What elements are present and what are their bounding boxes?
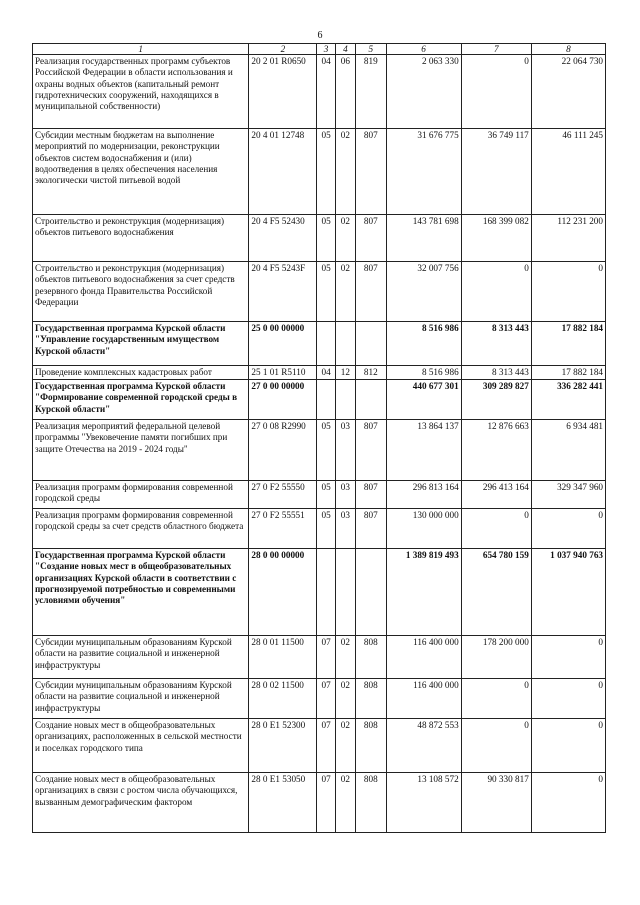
row-code-cell: 20 4 F5 52430 [249,215,317,262]
row-subsection-cell: 02 [335,636,355,679]
row-name-cell: Субсидии местным бюджетам на выполнение мероприятий по модернизации, реконструкции объектов систем водоснабжения и (или) водоотведения в целях обеспечения населения экологически чистой питьевой водой [33,129,249,215]
row-type-cell: 808 [356,719,386,773]
row-name-cell: Государственная программа Курской области "Управление государственным имуществом Курской области" [33,322,249,366]
row-value-col8: 6 934 481 [531,420,605,481]
row-section-cell: 04 [317,366,335,380]
row-value-col6: 440 677 301 [386,380,461,420]
row-value-col6: 31 676 775 [386,129,461,215]
row-code-cell: 28 0 00 00000 [249,549,317,636]
row-value-col7: 309 289 827 [461,380,531,420]
row-name-cell: Государственная программа Курской области "Формирование современной городской среды в Курской области" [33,380,249,420]
row-section-cell [317,322,335,366]
row-subsection-cell: 02 [335,129,355,215]
row-value-col6: 13 864 137 [386,420,461,481]
row-value-col8: 17 882 184 [531,322,605,366]
row-subsection-cell [335,380,355,420]
row-value-col6: 143 781 698 [386,215,461,262]
row-value-col8: 0 [531,636,605,679]
row-section-cell: 05 [317,420,335,481]
row-name-cell: Строительство и реконструкция (модернизация) объектов питьевого водоснабжения за счет средств резервного фонда Правительства Российской Федерации [33,262,249,322]
header-cell: 1 [33,44,249,55]
row-value-col6: 32 007 756 [386,262,461,322]
row-subsection-cell: 03 [335,509,355,549]
page-number: 6 [317,30,323,41]
row-value-col7: 0 [461,262,531,322]
row-type-cell: 807 [356,509,386,549]
row-value-col7: 36 749 117 [461,129,531,215]
row-value-col8: 336 282 441 [531,380,605,420]
row-section-cell: 04 [317,55,335,129]
table-row [33,129,606,215]
row-value-col8: 0 [531,679,605,719]
row-value-col8: 46 111 245 [531,129,605,215]
row-value-col8: 0 [531,262,605,322]
row-type-cell: 807 [356,481,386,509]
row-code-cell: 28 0 01 11500 [249,636,317,679]
row-type-cell: 807 [356,262,386,322]
row-value-col6: 1 389 819 493 [386,549,461,636]
row-name-cell: Государственная программа Курской области "Создание новых мест в общеобразовательных организациях Курской области в соответствии с прогнозируемой потребностью и современными условиями обучения" [33,549,249,636]
row-name-cell: Создание новых мест в общеобразовательных организациях, расположенных в сельской местности и поселках городского типа [33,719,249,773]
table-row [33,549,606,636]
row-code-cell: 20 4 01 12748 [249,129,317,215]
row-value-col7: 168 399 082 [461,215,531,262]
row-subsection-cell: 02 [335,719,355,773]
row-value-col8: 22 064 730 [531,55,605,129]
row-section-cell: 05 [317,481,335,509]
row-section-cell: 07 [317,679,335,719]
row-value-col8: 0 [531,509,605,549]
table-header-row [33,44,606,55]
row-type-cell: 808 [356,773,386,833]
row-name-cell: Строительство и реконструкция (модернизация) объектов питьевого водоснабжения [33,215,249,262]
row-value-col6: 48 872 553 [386,719,461,773]
table-row [33,215,606,262]
row-section-cell: 05 [317,262,335,322]
row-name-cell: Субсидии муниципальным образованиям Курской области на развитие социальной и инженерной инфраструктуры [33,679,249,719]
header-cell: 7 [461,44,531,55]
row-type-cell: 807 [356,129,386,215]
row-section-cell [317,549,335,636]
row-value-col8: 112 231 200 [531,215,605,262]
row-code-cell: 27 0 F2 55550 [249,481,317,509]
row-value-col6: 8 516 986 [386,322,461,366]
row-value-col7: 296 413 164 [461,481,531,509]
row-subsection-cell: 06 [335,55,355,129]
row-name-cell: Создание новых мест в общеобразовательных организациях в связи с ростом числа обучающихся, вызванным демографическим фактором [33,773,249,833]
row-value-col7: 12 876 663 [461,420,531,481]
table-row [33,481,606,509]
row-code-cell: 27 0 00 00000 [249,380,317,420]
row-name-cell: Реализация мероприятий федеральной целевой программы "Увековечение памяти погибших при защите Отечества на 2019 - 2024 годы" [33,420,249,481]
row-value-col8: 0 [531,719,605,773]
row-section-cell: 07 [317,719,335,773]
table-row [33,420,606,481]
header-cell: 6 [386,44,461,55]
row-name-cell: Реализация программ формирования современной городской среды за счет средств областного бюджета [33,509,249,549]
row-value-col7: 90 330 817 [461,773,531,833]
row-subsection-cell: 02 [335,262,355,322]
row-value-col7: 0 [461,679,531,719]
table-row [33,773,606,833]
row-value-col7: 654 780 159 [461,549,531,636]
table-row [33,55,606,129]
row-section-cell: 05 [317,215,335,262]
row-value-col8: 17 882 184 [531,366,605,380]
row-subsection-cell: 03 [335,481,355,509]
row-code-cell: 25 0 00 00000 [249,322,317,366]
row-code-cell: 20 2 01 R0650 [249,55,317,129]
row-subsection-cell: 02 [335,679,355,719]
header-cell: 3 [317,44,335,55]
header-cell: 2 [249,44,317,55]
row-type-cell: 808 [356,636,386,679]
budget-table [32,43,606,833]
table-row [33,509,606,549]
row-value-col7: 8 313 443 [461,322,531,366]
row-type-cell: 807 [356,215,386,262]
row-type-cell [356,322,386,366]
row-value-col6: 116 400 000 [386,636,461,679]
row-subsection-cell: 02 [335,215,355,262]
row-name-cell: Проведение комплексных кадастровых работ [33,366,249,380]
row-value-col8: 1 037 940 763 [531,549,605,636]
header-cell: 5 [356,44,386,55]
row-type-cell: 808 [356,679,386,719]
row-name-cell: Реализация программ формирования современной городской среды [33,481,249,509]
header-cell: 4 [335,44,355,55]
row-type-cell [356,380,386,420]
row-name-cell: Реализация государственных программ субъектов Российской Федерации в области использования и охраны водных объектов (капитальный ремонт гидротехнических сооружений, находящихся в муниципальной собственности) [33,55,249,129]
table-row [33,380,606,420]
row-subsection-cell: 12 [335,366,355,380]
row-name-cell: Субсидии муниципальным образованиям Курской области на развитие социальной и инженерной инфраструктуры [33,636,249,679]
row-value-col6: 8 516 986 [386,366,461,380]
table-row [33,679,606,719]
row-value-col6: 2 063 330 [386,55,461,129]
row-section-cell: 05 [317,509,335,549]
row-type-cell [356,549,386,636]
row-value-col6: 130 000 000 [386,509,461,549]
row-value-col8: 329 347 960 [531,481,605,509]
row-type-cell: 812 [356,366,386,380]
row-value-col8: 0 [531,773,605,833]
row-value-col7: 178 200 000 [461,636,531,679]
row-code-cell: 25 1 01 R5110 [249,366,317,380]
row-value-col6: 13 108 572 [386,773,461,833]
row-section-cell: 07 [317,636,335,679]
row-section-cell: 05 [317,129,335,215]
table-row [33,322,606,366]
table-row [33,719,606,773]
row-value-col6: 116 400 000 [386,679,461,719]
row-type-cell: 819 [356,55,386,129]
header-cell: 8 [531,44,605,55]
row-code-cell: 27 0 F2 55551 [249,509,317,549]
row-subsection-cell [335,549,355,636]
row-code-cell: 20 4 F5 5243F [249,262,317,322]
row-value-col7: 0 [461,719,531,773]
row-code-cell: 27 0 08 R2990 [249,420,317,481]
row-subsection-cell: 03 [335,420,355,481]
row-code-cell: 28 0 E1 53050 [249,773,317,833]
row-subsection-cell [335,322,355,366]
row-code-cell: 28 0 E1 52300 [249,719,317,773]
table-row [33,636,606,679]
row-value-col7: 0 [461,55,531,129]
row-code-cell: 28 0 02 11500 [249,679,317,719]
row-value-col6: 296 813 164 [386,481,461,509]
row-type-cell: 807 [356,420,386,481]
row-value-col7: 0 [461,509,531,549]
table-row [33,366,606,380]
table-row [33,262,606,322]
row-section-cell [317,380,335,420]
row-value-col7: 8 313 443 [461,366,531,380]
row-section-cell: 07 [317,773,335,833]
row-subsection-cell: 02 [335,773,355,833]
